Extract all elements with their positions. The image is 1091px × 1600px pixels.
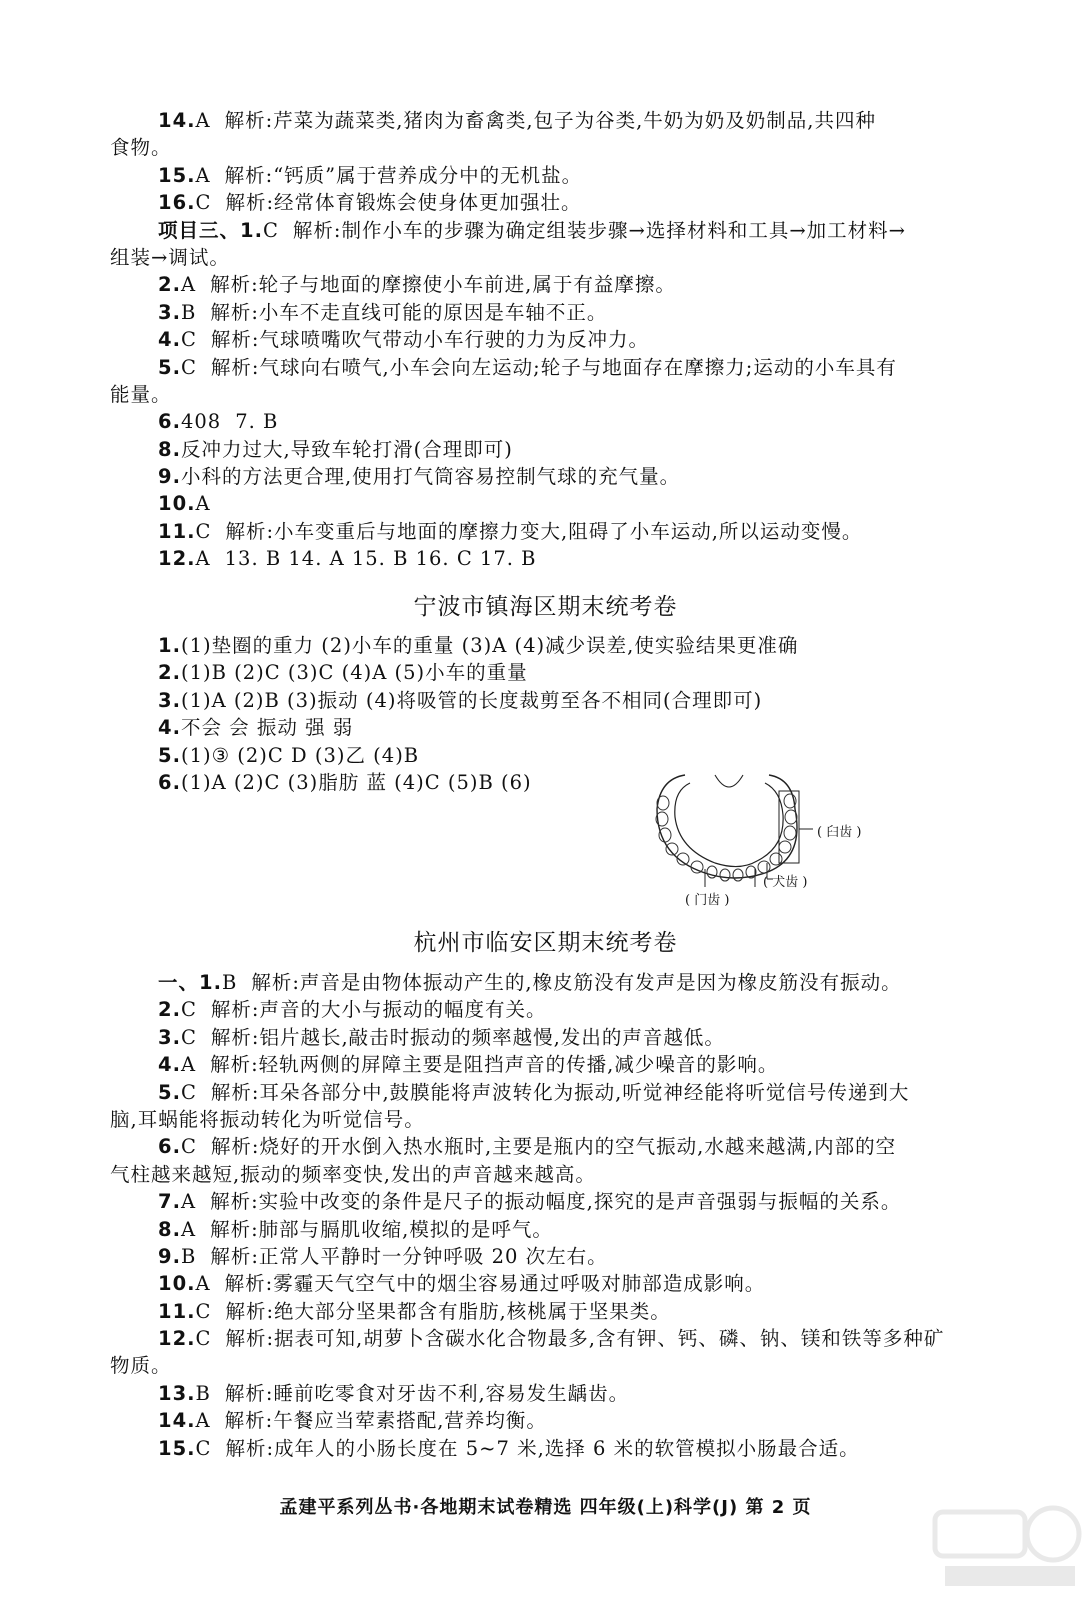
question-number: 10. [158, 492, 196, 516]
answer-text: 组装→调试。 [110, 245, 230, 269]
answer-line [110, 408, 1000, 435]
answer-text: 脑,耳蜗能将振动转化为听觉信号。 [110, 1107, 425, 1131]
answer-text: 解析:小车不走直线可能的原因是车轴不正。 [210, 300, 608, 324]
answer-line [110, 271, 1000, 298]
answer-choice: C [195, 191, 212, 215]
answer-text: 不会 会 振动 强 弱 [180, 716, 354, 740]
answer-line [110, 969, 1000, 996]
label-molar: ( 臼齿 ) [817, 825, 862, 840]
answer-line [110, 518, 1000, 545]
answer-text: 食物。 [110, 136, 172, 160]
question-number: 5. [158, 743, 181, 767]
answer-text: 7. B [235, 410, 279, 434]
answer-line [110, 436, 1000, 463]
answer-line [110, 1188, 1000, 1215]
answer-line [110, 217, 1000, 244]
answer-line [110, 490, 1000, 517]
question-number: 6. [158, 410, 181, 434]
section-title-zhenhai: 宁波市镇海区期末统考卷 [413, 594, 678, 620]
answer-line [110, 107, 1000, 134]
answer-text: 解析:据表可知,胡萝卜含碳水化合物最多,含有钾、钙、磷、钠、镁和铁等多种矿 [225, 1327, 945, 1351]
answer-choice: C [180, 1080, 197, 1104]
question-number: 6. [158, 1135, 181, 1159]
answer-line [110, 1024, 1000, 1051]
question-number: 15. [158, 1436, 196, 1460]
question-number: 2. [158, 273, 181, 297]
answer-text: 气柱越来越短,振动的频率变快,发出的声音越来越高。 [110, 1162, 596, 1186]
question-number: 13. [158, 1381, 196, 1405]
answer-line-continuation [110, 134, 1000, 161]
answer-text: (1)垫圈的重力 (2)小车的重量 (3)A (4)减少误差,使实验结果更准确 [180, 634, 799, 657]
question-number: 1. [158, 634, 181, 657]
question-number: 3. [158, 300, 181, 324]
answer-line [110, 326, 1000, 353]
answer-text: 解析:芹菜为蔬菜类,猪肉为畜禽类,包子为谷类,牛奶为奶及奶制品,共四种 [224, 109, 877, 132]
question-number: 12. [158, 1327, 196, 1351]
answer-choice: A [195, 109, 211, 132]
answer-text: 解析:轻轨两侧的屏障主要是阻挡声音的传播,减少噪音的影响。 [210, 1053, 779, 1077]
label-incisor: ( 门齿 ) [685, 893, 730, 908]
question-number: 项目三、1. [158, 218, 263, 242]
question-number: 16. [158, 191, 196, 215]
answer-text: 解析:绝大部分坚果都含有脂肪,核桃属于坚果类。 [225, 1299, 671, 1323]
answer-text: 物质。 [110, 1354, 172, 1378]
question-number: 4. [158, 716, 181, 740]
answer-line [110, 1435, 1000, 1462]
question-number: 5. [158, 1080, 181, 1104]
answer-choice: C [180, 1135, 197, 1159]
question-number: 4. [158, 1053, 181, 1077]
answer-choice: A [195, 1409, 211, 1433]
question-number: 9. [158, 1244, 181, 1268]
answer-choice: A [180, 1190, 197, 1214]
answer-line [110, 1216, 1000, 1243]
answer-line [110, 463, 1000, 490]
watermark-logo [925, 1494, 1085, 1594]
answer-choice: B [180, 300, 197, 324]
question-number: 5. [158, 355, 181, 379]
answer-line [110, 162, 1000, 189]
answer-text: 解析:铝片越长,敲击时振动的频率越慢,发出的声音越低。 [210, 1025, 725, 1049]
question-number: 14. [158, 1409, 196, 1433]
question-number: 12. [158, 547, 196, 571]
answer-choice: C [180, 328, 197, 352]
answer-line [110, 189, 1000, 216]
answer-choice: C [180, 355, 197, 379]
answer-text: 13. B 14. A 15. B 16. C 17. B [224, 547, 537, 571]
teeth-diagram [645, 769, 895, 913]
answer-line [110, 299, 1000, 326]
answer-text: 解析:午餐应当荤素搭配,营养均衡。 [224, 1409, 547, 1433]
section-answers-linan [110, 969, 1000, 1462]
section-answers-part1 [110, 107, 1000, 573]
answer-line [110, 742, 1000, 769]
answer-line [110, 545, 1000, 572]
answer-choice: A [180, 1217, 197, 1241]
answer-text: 解析:气球喷嘴吹气带动小车行驶的力为反冲力。 [210, 328, 649, 352]
question-number: 8. [158, 1217, 181, 1241]
answer-choice: B [180, 1244, 197, 1268]
answer-text: 解析:制作小车的步骤为确定组装步骤→选择材料和工具→加工材料→ [292, 218, 906, 242]
answer-choice: C [195, 1327, 212, 1351]
answer-line [110, 1243, 1000, 1270]
answer-choice: A [195, 163, 211, 187]
answer-text: 解析:耳朵各部分中,鼓膜能将声波转化为振动,听觉神经能将听觉信号传递到大 [210, 1080, 910, 1104]
answer-text: 解析:睡前吃零食对牙齿不利,容易发生龋齿。 [224, 1381, 630, 1405]
page-footer: 孟建平系列丛书·各地期末试卷精选 四年级(上)科学(J) 第 2 页 [279, 1497, 812, 1518]
answer-choice: C [262, 218, 279, 242]
answer-choice: 408 [180, 410, 222, 434]
answer-text: 解析:经常体育锻炼会使身体更加强壮。 [225, 191, 582, 215]
question-number: 2. [158, 998, 181, 1022]
answer-choice: A [180, 1053, 197, 1077]
answer-text: (1)③ (2)C D (3)乙 (4)B [180, 743, 420, 767]
label-canine: ( 犬齿 ) [763, 875, 808, 890]
answer-choice: C [180, 1025, 197, 1049]
answer-line [110, 1380, 1000, 1407]
question-number: 2. [158, 661, 181, 685]
question-number: 11. [158, 1299, 196, 1323]
answer-text: 能量。 [110, 382, 172, 406]
answer-line [110, 714, 1000, 741]
answer-choice: C [180, 998, 197, 1022]
question-number: 14. [158, 109, 196, 132]
answer-text: 解析:正常人平静时一分钟呼吸 20 次左右。 [210, 1244, 608, 1268]
answer-choice: A [195, 492, 211, 516]
answer-choice: B [221, 971, 238, 994]
question-number: 一、1. [158, 971, 222, 994]
question-number: 3. [158, 688, 181, 712]
answer-line [110, 1051, 1000, 1078]
question-number: 4. [158, 328, 181, 352]
answer-choice: B [195, 1381, 211, 1405]
answer-text: (1)A (2)C (3)脂肪 蓝 (4)C (5)B (6) [180, 770, 532, 794]
question-number: 6. [158, 770, 181, 794]
answer-text: 解析:声音是由物体振动产生的,橡皮筋没有发声是因为橡皮筋没有振动。 [251, 971, 902, 994]
answer-line [110, 354, 1000, 381]
answer-text: 解析:成年人的小肠长度在 5~7 米,选择 6 米的软管模拟小肠最合适。 [225, 1436, 860, 1460]
answer-line [110, 1325, 1000, 1352]
answer-text: 反冲力过大,导致车轮打滑(合理即可) [180, 437, 513, 461]
answer-text: 解析:实验中改变的条件是尺子的振动幅度,探究的是声音强弱与振幅的关系。 [210, 1190, 902, 1214]
answer-text: 解析:“钙质”属于营养成分中的无机盐。 [224, 163, 583, 187]
answer-text: (1)B (2)C (3)C (4)A (5)小车的重量 [180, 661, 528, 685]
answer-choice: C [195, 1436, 212, 1460]
answer-line [110, 1407, 1000, 1434]
answer-choice: A [195, 1272, 211, 1296]
answer-line [110, 1079, 1000, 1106]
answer-line [110, 687, 1000, 714]
answer-text: 解析:烧好的开水倒入热水瓶时,主要是瓶内的空气振动,水越来越满,内部的空 [210, 1135, 897, 1159]
answer-line-continuation [110, 1106, 1000, 1133]
answer-text: 解析:轮子与地面的摩擦使小车前进,属于有益摩擦。 [210, 273, 676, 297]
answer-choice: C [195, 1299, 212, 1323]
question-number: 11. [158, 519, 196, 543]
answer-line-continuation [110, 244, 1000, 271]
question-number: 7. [158, 1190, 181, 1214]
answer-line-continuation [110, 1352, 1000, 1379]
answer-choice: A [195, 547, 211, 571]
answer-text: 解析:气球向右喷气,小车会向左运动;轮子与地面存在摩擦力;运动的小车具有 [210, 355, 897, 379]
answer-text: (1)A (2)B (3)振动 (4)将吸管的长度裁剪至各不相同(合理即可) [180, 688, 763, 712]
question-number: 9. [158, 465, 181, 489]
section-title-linan: 杭州市临安区期末统考卷 [413, 930, 678, 956]
answer-line-continuation [110, 381, 1000, 408]
answer-text: 解析:声音的大小与振动的幅度有关。 [210, 998, 547, 1022]
question-number: 8. [158, 437, 181, 461]
answer-text: 解析:小车变重后与地面的摩擦力变大,阻碍了小车运动,所以运动变慢。 [225, 519, 863, 543]
answer-line [110, 996, 1000, 1023]
answer-line [110, 1298, 1000, 1325]
answer-line [110, 632, 1000, 659]
answer-text: 解析:雾霾天气空气中的烟尘容易通过呼吸对肺部造成影响。 [224, 1272, 766, 1296]
answer-line [110, 1270, 1000, 1297]
question-number: 10. [158, 1272, 196, 1296]
answer-choice: C [195, 519, 212, 543]
answer-text: 解析:肺部与膈肌收缩,模拟的是呼气。 [210, 1217, 553, 1241]
answer-line-continuation [110, 1161, 1000, 1188]
answer-line [110, 659, 1000, 686]
answer-text: 小科的方法更合理,使用打气筒容易控制气球的充气量。 [180, 465, 681, 489]
answer-line [110, 1133, 1000, 1160]
question-number: 15. [158, 163, 196, 187]
question-number: 3. [158, 1025, 181, 1049]
answer-choice: A [180, 273, 197, 297]
